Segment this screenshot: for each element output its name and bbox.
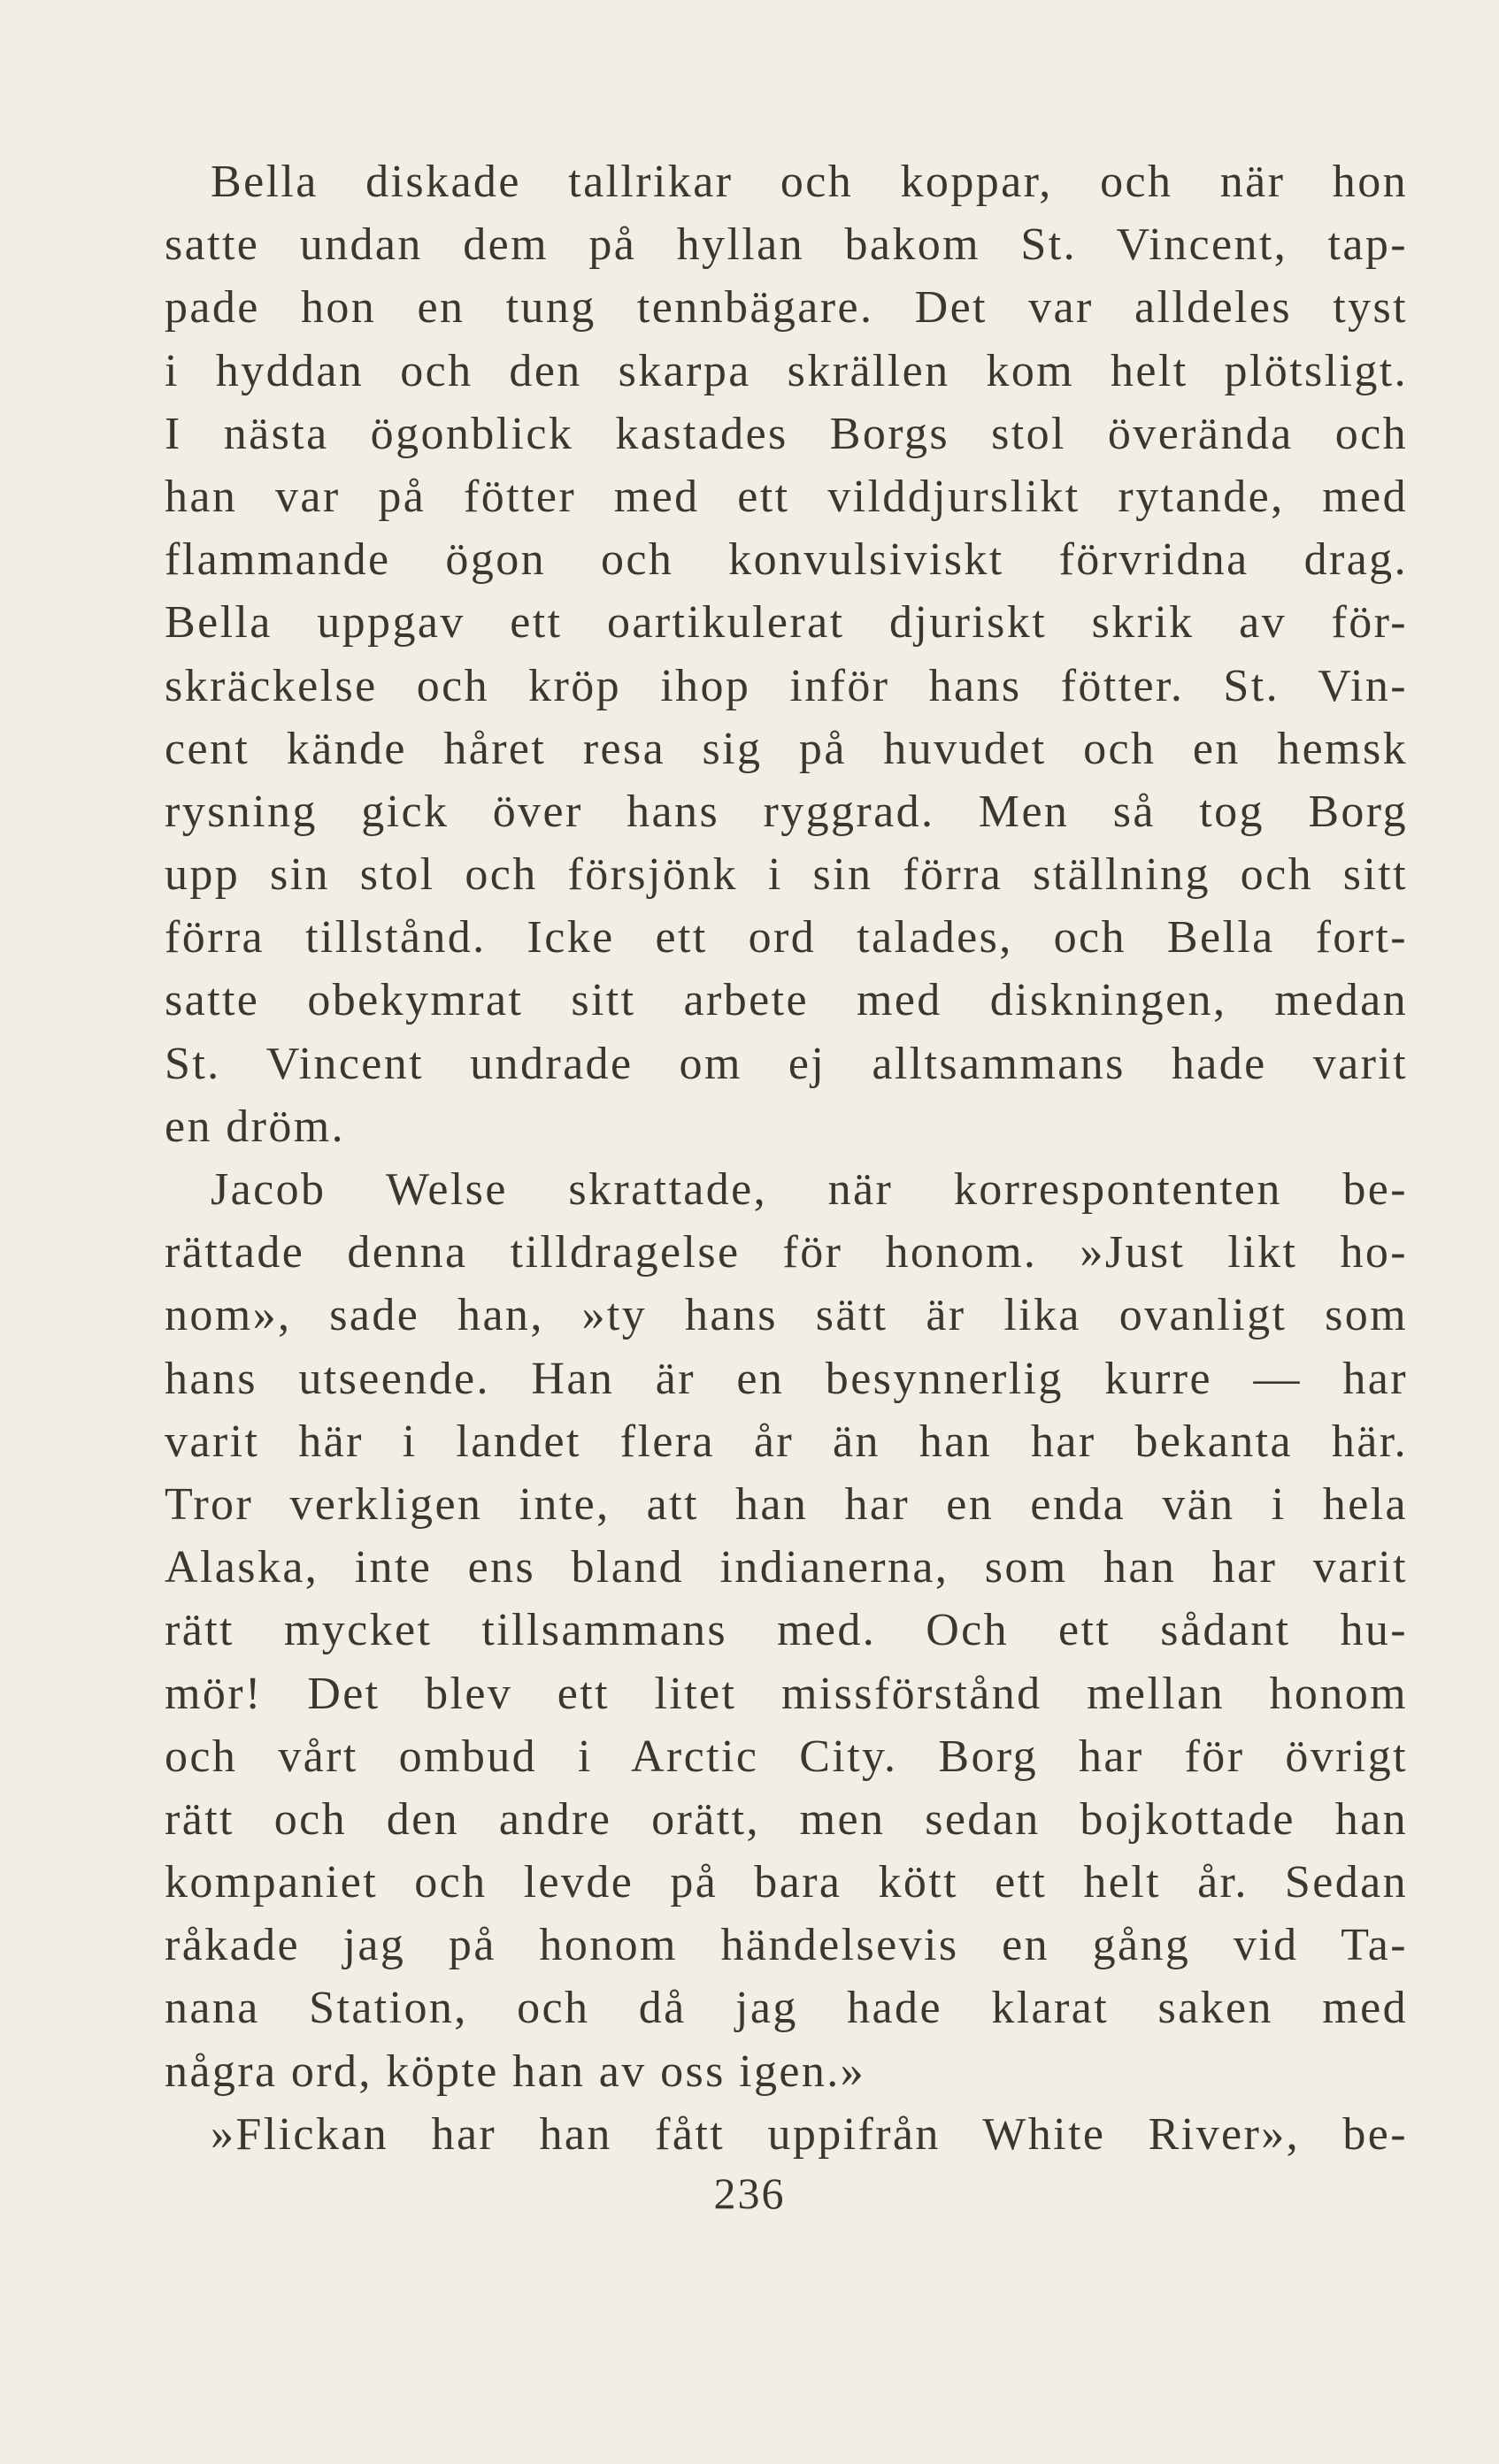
text-line: nana Station, och då jag hade klarat saken med bbox=[165, 1983, 1408, 2034]
text-line: Jacob Welse skrattade, när korrespontenten be- bbox=[211, 1164, 1408, 1215]
text-line: Bella uppgav ett oartikulerat djuriskt skrik av för- bbox=[165, 597, 1408, 649]
text-line: varit här i landet flera år än han har bekanta här. bbox=[165, 1416, 1408, 1467]
text-line: nom», sade han, »ty hans sätt är lika ovanligt som bbox=[165, 1290, 1408, 1341]
text-line: rätt och den andre orätt, men sedan bojkottade han bbox=[165, 1793, 1408, 1845]
text-line: rysning gick över hans ryggrad. Men så tog Borg bbox=[165, 786, 1408, 837]
text-line: satte obekymrat sitt arbete med diskningen, medan bbox=[165, 975, 1408, 1026]
text-line: rätt mycket tillsammans med. Och ett sådant hu- bbox=[165, 1605, 1408, 1656]
text-line: i hyddan och den skarpa skrällen kom helt plötsligt. bbox=[165, 345, 1408, 396]
text-line: skräckelse och kröp ihop inför hans fötter. St. Vin- bbox=[165, 660, 1408, 711]
text-line: kompaniet och levde på bara kött ett helt år. Sedan bbox=[165, 1857, 1408, 1908]
text-line: förra tillstånd. Icke ett ord talades, och Bella fort- bbox=[165, 912, 1408, 963]
text-line: cent kände håret resa sig på huvudet och en hemsk bbox=[165, 723, 1408, 774]
text-line: och vårt ombud i Arctic City. Borg har för övrigt bbox=[165, 1731, 1408, 1782]
text-line: rättade denna tilldragelse för honom. »Just likt ho- bbox=[165, 1227, 1408, 1278]
page-number: 236 bbox=[713, 2168, 786, 2218]
text-line: Tror verkligen inte, att han har en enda vän i hela bbox=[165, 1478, 1408, 1530]
text-line: mör! Det blev ett litet missförstånd mellan honom bbox=[165, 1668, 1408, 1719]
text-line: »Flickan har han fått uppifrån White River», be- bbox=[211, 2108, 1408, 2160]
text-line: en dröm. bbox=[165, 1101, 346, 1152]
text-line: Bella diskade tallrikar och koppar, och när hon bbox=[211, 157, 1408, 207]
text-line: I nästa ögonblick kastades Borgs stol överända och bbox=[165, 408, 1408, 459]
text-line: råkade jag på honom händelsevis en gång vid Ta- bbox=[165, 1920, 1408, 1971]
body-text bbox=[165, 150, 1408, 2166]
text-line: flammande ögon och konvulsiviskt förvridna drag. bbox=[165, 534, 1408, 586]
text-line: satte undan dem på hyllan bakom St. Vincent, tap- bbox=[165, 219, 1408, 271]
text-line: några ord, köpte han av oss igen.» bbox=[165, 2046, 866, 2097]
text-line: hans utseende. Han är en besynnerlig kurre — har bbox=[165, 1353, 1408, 1404]
text-line: St. Vincent undrade om ej alltsammans hade varit bbox=[165, 1038, 1408, 1089]
text-line: upp sin stol och försjönk i sin förra ställning och sitt bbox=[165, 849, 1408, 901]
text-line: han var på fötter med ett vilddjurslikt rytande, med bbox=[165, 471, 1408, 522]
text-line: pade hon en tung tennbägare. Det var alldeles tyst bbox=[165, 282, 1408, 334]
text-line: Alaska, inte ens bland indianerna, som han har varit bbox=[165, 1542, 1408, 1593]
